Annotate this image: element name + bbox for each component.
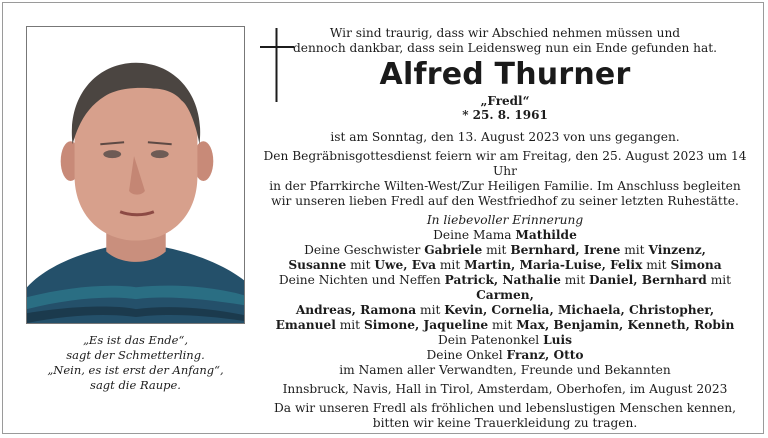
mourner-name: Emanuel — [275, 318, 336, 332]
mourner-name: Kevin, Cornelia, Michaela, Christopher, — [444, 303, 715, 317]
siblings-line-1 — [262, 243, 748, 258]
mourner-name: Max, Benjamin, Kenneth, Robin — [516, 318, 735, 332]
connector-text: mit — [482, 243, 511, 257]
nickname: „Fredl“ — [480, 94, 530, 108]
connector-text: mit — [620, 243, 649, 257]
uncles-line — [262, 348, 748, 363]
quote-line: sagt der Schmetterling. — [66, 348, 205, 362]
connector-text: mit — [335, 318, 364, 332]
intro-line: dennoch dankbar, dass sein Leidensweg nun ein Ende gefunden hat. — [292, 41, 718, 55]
quote-line: „Es ist das Ende“, — [82, 333, 189, 347]
quote-block — [26, 333, 245, 393]
mourner-name: Vinzenz, — [648, 243, 706, 257]
place-date: Innsbruck, Navis, Hall in Tirol, Amsterdam, Oberhofen, im August 2023 — [282, 382, 728, 396]
mourner-name: Carmen, — [476, 288, 534, 302]
relatives-line: im Namen aller Verwandten, Freunde und Bekannten — [339, 363, 671, 377]
mourner-name: Simone, Jaqueline — [363, 318, 489, 332]
mourner-name: Susanne — [288, 258, 347, 272]
mama-name: Mathilde — [515, 228, 577, 242]
connector-text: mit — [435, 258, 465, 272]
mourner-name: Martin, Maria-Luise, Felix — [464, 258, 643, 272]
mourner-name: Daniel, Bernhard — [588, 273, 707, 287]
closing-line: Da wir unseren Fredl als fröhlichen und lebenslustigen Menschen kennen, — [274, 401, 736, 415]
siblings-prefix: Deine Geschwister — [304, 243, 425, 257]
mama-line — [262, 228, 748, 243]
closing-line: bitten wir keine Trauerkleidung zu tragen. — [372, 416, 638, 430]
nieces-prefix: Deine Nichten und Neffen — [278, 273, 445, 287]
mourner-name: Andreas, Ramona — [295, 303, 417, 317]
siblings-line-2 — [262, 258, 748, 273]
nieces-line-3 — [262, 318, 748, 333]
funeral-line: in der Pfarrkirche Wilten-West/Zur Heiligen Familie. Im Anschluss begleiten — [269, 179, 741, 193]
godfather-name: Luis — [543, 333, 572, 347]
mourner-name: Simona — [670, 258, 722, 272]
quote-line: „Nein, es ist erst der Anfang“, — [47, 363, 224, 377]
funeral-line: wir unseren lieben Fredl auf den Westfriedhof zu seiner letzten Ruhestätte. — [271, 194, 739, 208]
memory-heading: In liebevoller Erinnerung — [426, 213, 584, 227]
connector-text: mit — [642, 258, 671, 272]
uncles-names: Franz, Otto — [506, 348, 584, 362]
portrait-photo — [26, 26, 245, 324]
mourner-name: Bernhard, Irene — [510, 243, 621, 257]
connector-text: mit — [706, 273, 732, 287]
nieces-list-1 — [445, 273, 731, 302]
death-line: ist am Sonntag, den 13. August 2023 von uns gegangen. — [330, 130, 680, 144]
birth-date: * 25. 8. 1961 — [462, 108, 548, 122]
mourner-name: Uwe, Eva — [374, 258, 436, 272]
intro-line: Wir sind traurig, dass wir Abschied nehmen müssen und — [329, 26, 681, 40]
obituary-text — [262, 26, 748, 431]
mourner-name: Patrick, Nathalie — [444, 273, 561, 287]
quote-line: sagt die Raupe. — [90, 378, 181, 392]
nieces-line-2 — [262, 303, 748, 318]
portrait-illustration — [27, 27, 244, 323]
uncles-prefix: Deine Onkel — [426, 348, 507, 362]
godfather-line — [262, 333, 748, 348]
funeral-line: Den Begräbnisgottesdienst feiern wir am Freitag, den 25. August 2023 um 14 Uhr — [263, 149, 747, 178]
mourner-name: Gabriele — [424, 243, 483, 257]
siblings-list-1 — [424, 243, 706, 257]
connector-text: mit — [560, 273, 589, 287]
mama-prefix: Deine Mama — [433, 228, 516, 242]
nieces-line-1 — [262, 273, 748, 303]
connector-text: mit — [488, 318, 517, 332]
connector-text: mit — [416, 303, 445, 317]
godfather-prefix: Dein Patenonkel — [438, 333, 544, 347]
connector-text: mit — [346, 258, 375, 272]
deceased-name: Alfred Thurner — [379, 57, 631, 92]
